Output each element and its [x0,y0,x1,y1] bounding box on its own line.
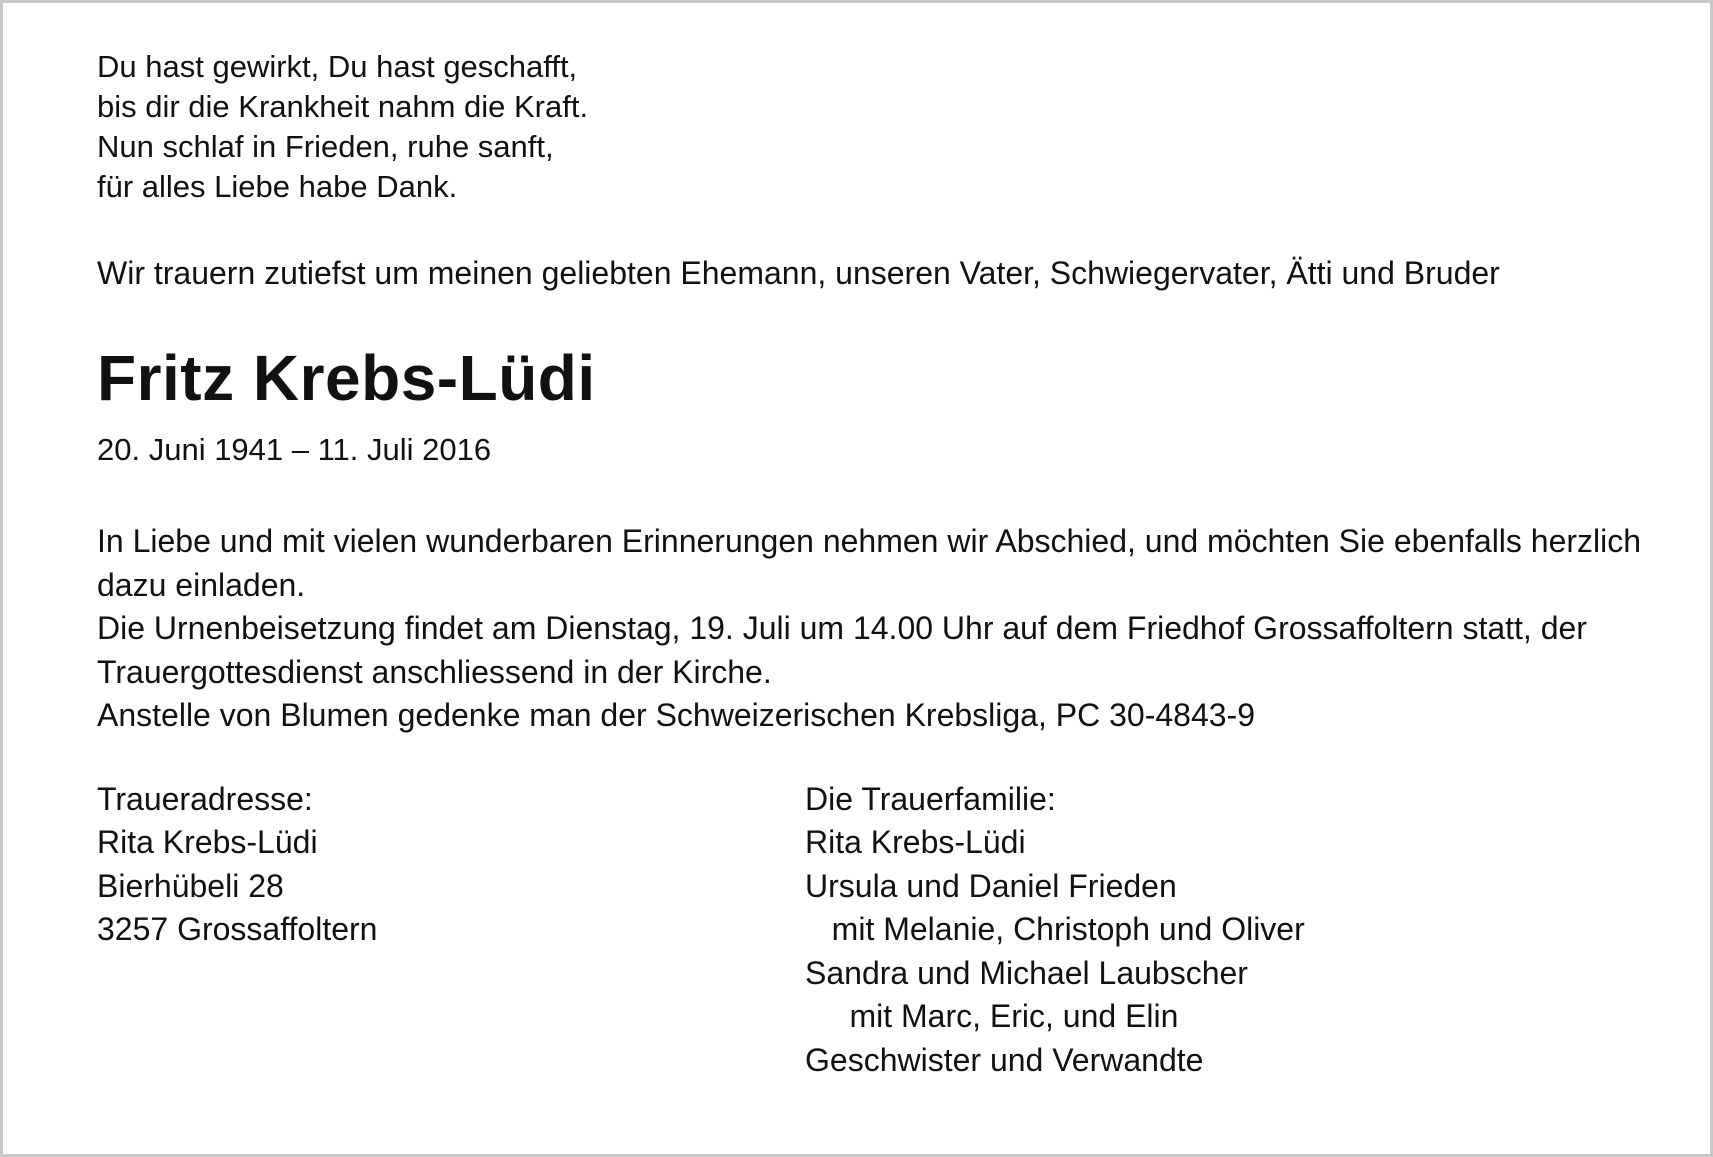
mourning-family [805,778,1305,1083]
deceased-name: Fritz Krebs-Lüdi [97,342,596,414]
address-heading: Traueradresse: [97,780,313,817]
family-member: Rita Krebs-Lüdi [805,824,1026,860]
address-line: Rita Krebs-Lüdi [97,824,318,860]
address-line: Bierhübeli 28 [97,867,284,904]
family-heading: Die Trauerfamilie: [805,780,1056,817]
verse-line: bis dir die Krankheit nahm die Kraft. [97,89,589,124]
family-member: Geschwister und Verwandte [805,1041,1204,1078]
family-member: Sandra und Michael Laubscher [805,954,1248,991]
message-paragraph: Anstelle von Blumen gedenke man der Schweizerischen Krebsliga, PC 30-4843-9 [97,697,1255,733]
ceremony-message [97,520,1657,738]
life-dates: 20. Juni 1941 – 11. Juli 2016 [97,432,492,467]
mourning-address [97,778,377,952]
verse-line: für alles Liebe habe Dank. [97,169,458,204]
memorial-verse [97,47,1657,207]
notice-content [97,47,1657,1098]
verse-line: Du hast gewirkt, Du hast geschafft, [97,49,578,84]
message-paragraph: Die Urnenbeisetzung findet am Dienstag, 19. Juli um 14.00 Uhr auf dem Friedhof Grossaffoltern statt, der Trauergottesdienst anschliessend in der Kirche. [97,610,1587,690]
family-member: mit Melanie, Christoph und Oliver [805,911,1305,947]
family-member: Ursula und Daniel Frieden [805,867,1177,904]
family-member: mit Marc, Eric, und Elin [805,998,1179,1034]
mourning-statement: Wir trauern zutiefst um meinen geliebten Ehemann, unseren Vater, Schwiegervater, Ätti und Bruder [97,255,1500,291]
message-paragraph: In Liebe und mit vielen wunderbaren Erinnerungen nehmen wir Abschied, und möchten Sie ebenfalls herzlich dazu einladen. [97,523,1642,603]
verse-line: Nun schlaf in Frieden, ruhe sanft, [97,129,554,164]
address-line: 3257 Grossaffoltern [97,911,378,947]
contact-columns [97,778,1657,1098]
